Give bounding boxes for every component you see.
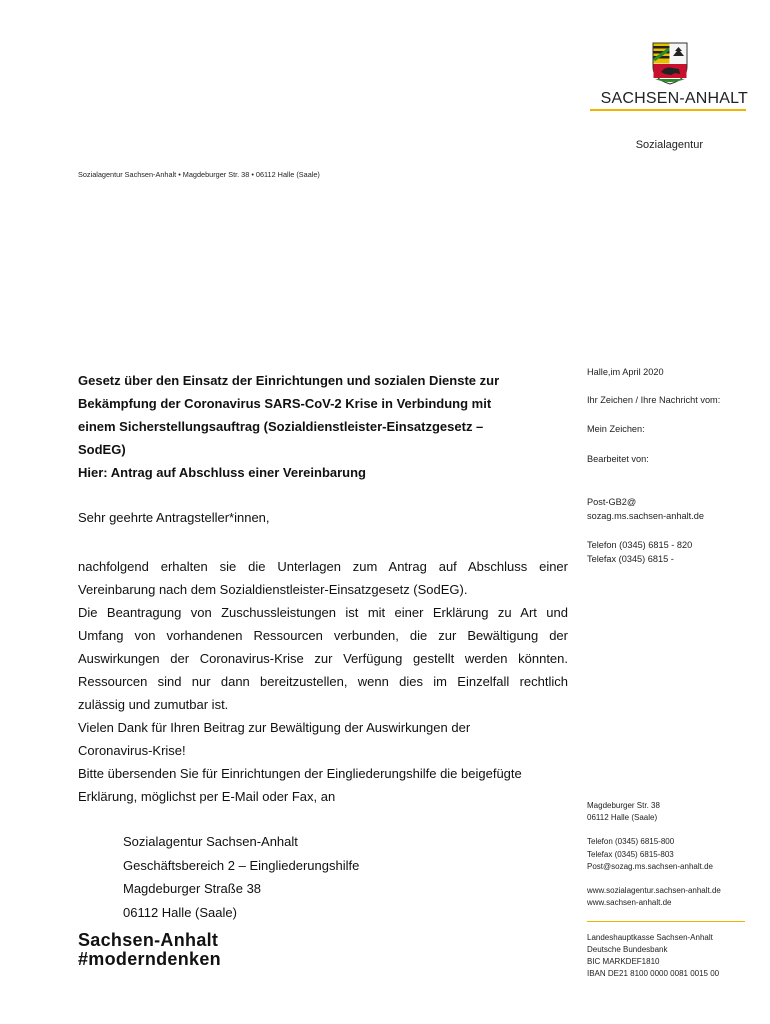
footer-city: 06112 Halle (Saale)	[587, 813, 658, 822]
contact-phone: Telefon (0345) 6815 - 820	[587, 540, 693, 550]
body-line: Coronavirus-Krise!	[78, 743, 186, 758]
handled-by-label: Bearbeitet von:	[587, 454, 649, 464]
letter-date: Halle,im April 2020	[587, 367, 664, 377]
letter-subject	[78, 369, 568, 484]
address-line: Geschäftsbereich 2 – Eingliederungshilfe	[123, 857, 360, 873]
address-line: 06112 Halle (Saale)	[123, 904, 237, 920]
contact-fax: Telefax (0345) 6815 -	[587, 554, 674, 564]
body-line: Vielen Dank für Ihren Beitrag zur Bewältigung der Auswirkungen der	[78, 720, 471, 735]
recipient-address	[123, 830, 359, 924]
body-line: Erklärung, möglichst per E-Mail oder Fax, an	[78, 789, 336, 804]
brand-divider	[590, 109, 746, 111]
subject-line: SodEG)	[78, 442, 126, 457]
subject-line: Bekämpfung der Coronavirus SARS-CoV-2 Krise in Verbindung mit	[78, 396, 492, 411]
address-line: Magdeburger Straße 38	[123, 881, 262, 896]
sender-address-line: Sozialagentur Sachsen-Anhalt • Magdeburger Str. 38 • 06112 Halle (Saale)	[78, 170, 320, 179]
brand-name: SACHSEN-ANHALT	[600, 90, 748, 107]
footer-fax: Telefax (0345) 6815-803	[587, 850, 674, 859]
your-reference-label: Ihr Zeichen / Ihre Nachricht vom:	[587, 395, 721, 405]
contact-email-line-1: Post-GB2@	[587, 497, 637, 507]
address-line: Sozialagentur Sachsen-Anhalt	[123, 834, 298, 849]
footer-street: Magdeburger Str. 38	[587, 801, 660, 810]
subject-line: Hier: Antrag auf Abschluss einer Vereinbarung	[78, 465, 366, 480]
my-reference-label: Mein Zeichen:	[587, 424, 645, 434]
subject-line: Gesetz über den Einsatz der Einrichtungen und sozialen Dienste zur	[78, 373, 500, 388]
contact-email-line-2: sozag.ms.sachsen-anhalt.de	[587, 511, 704, 521]
coat-of-arms-icon	[651, 41, 689, 85]
footer-bank-name: Landeshauptkasse Sachsen-Anhalt	[587, 933, 713, 942]
footer-divider	[587, 921, 745, 922]
footer-website-2[interactable]: www.sachsen-anhalt.de	[587, 898, 672, 907]
salutation: Sehr geehrte Antragsteller*innen,	[78, 510, 270, 525]
letter-body	[78, 555, 568, 808]
body-line: Vereinbarung nach dem Sozialdienstleister-Einsatzgesetz (SodEG).	[78, 582, 468, 597]
body-line: nachfolgend erhalten sie die Unterlagen zum Antrag auf Abschluss einer	[78, 559, 568, 574]
footer-bic: BIC MARKDEF1810	[587, 957, 660, 966]
footer-website-1[interactable]: www.sozialagentur.sachsen-anhalt.de	[587, 886, 721, 895]
footer-iban: IBAN DE21 8100 0000 0081 0015 00	[587, 969, 720, 978]
body-line: Auswirkungen der Coronavirus-Krise zur Verfügung gestellt werden könnten.	[78, 651, 568, 666]
body-line: Bitte übersenden Sie für Einrichtungen der Eingliederungshilfe die beigefügte	[78, 766, 522, 781]
footer-phone: Telefon (0345) 6815-800	[587, 837, 675, 846]
slogan	[78, 931, 221, 969]
subject-line: einem Sicherstellungsauftrag (Sozialdienstleister-Einsatzgesetz –	[78, 419, 484, 434]
footer-bank-2: Deutsche Bundesbank	[587, 945, 668, 954]
body-line: Umfang von vorhandenen Ressourcen verbunden, die zur Bewältigung der	[78, 628, 568, 643]
footer-email[interactable]: Post@sozag.ms.sachsen-anhalt.de	[587, 862, 713, 871]
agency-name: Sozialagentur	[635, 139, 703, 151]
body-line: Die Beantragung von Zuschussleistungen ist mit einer Erklärung zu Art und	[78, 605, 568, 620]
body-line: zulässig und zumutbar ist.	[78, 697, 229, 712]
body-line: Ressourcen sind nur dann bereitzustellen, wenn dies im Einzelfall rechtlich	[78, 674, 568, 689]
slogan-line: Sachsen-Anhalt	[78, 930, 219, 950]
slogan-line: #moderndenken	[78, 949, 221, 969]
